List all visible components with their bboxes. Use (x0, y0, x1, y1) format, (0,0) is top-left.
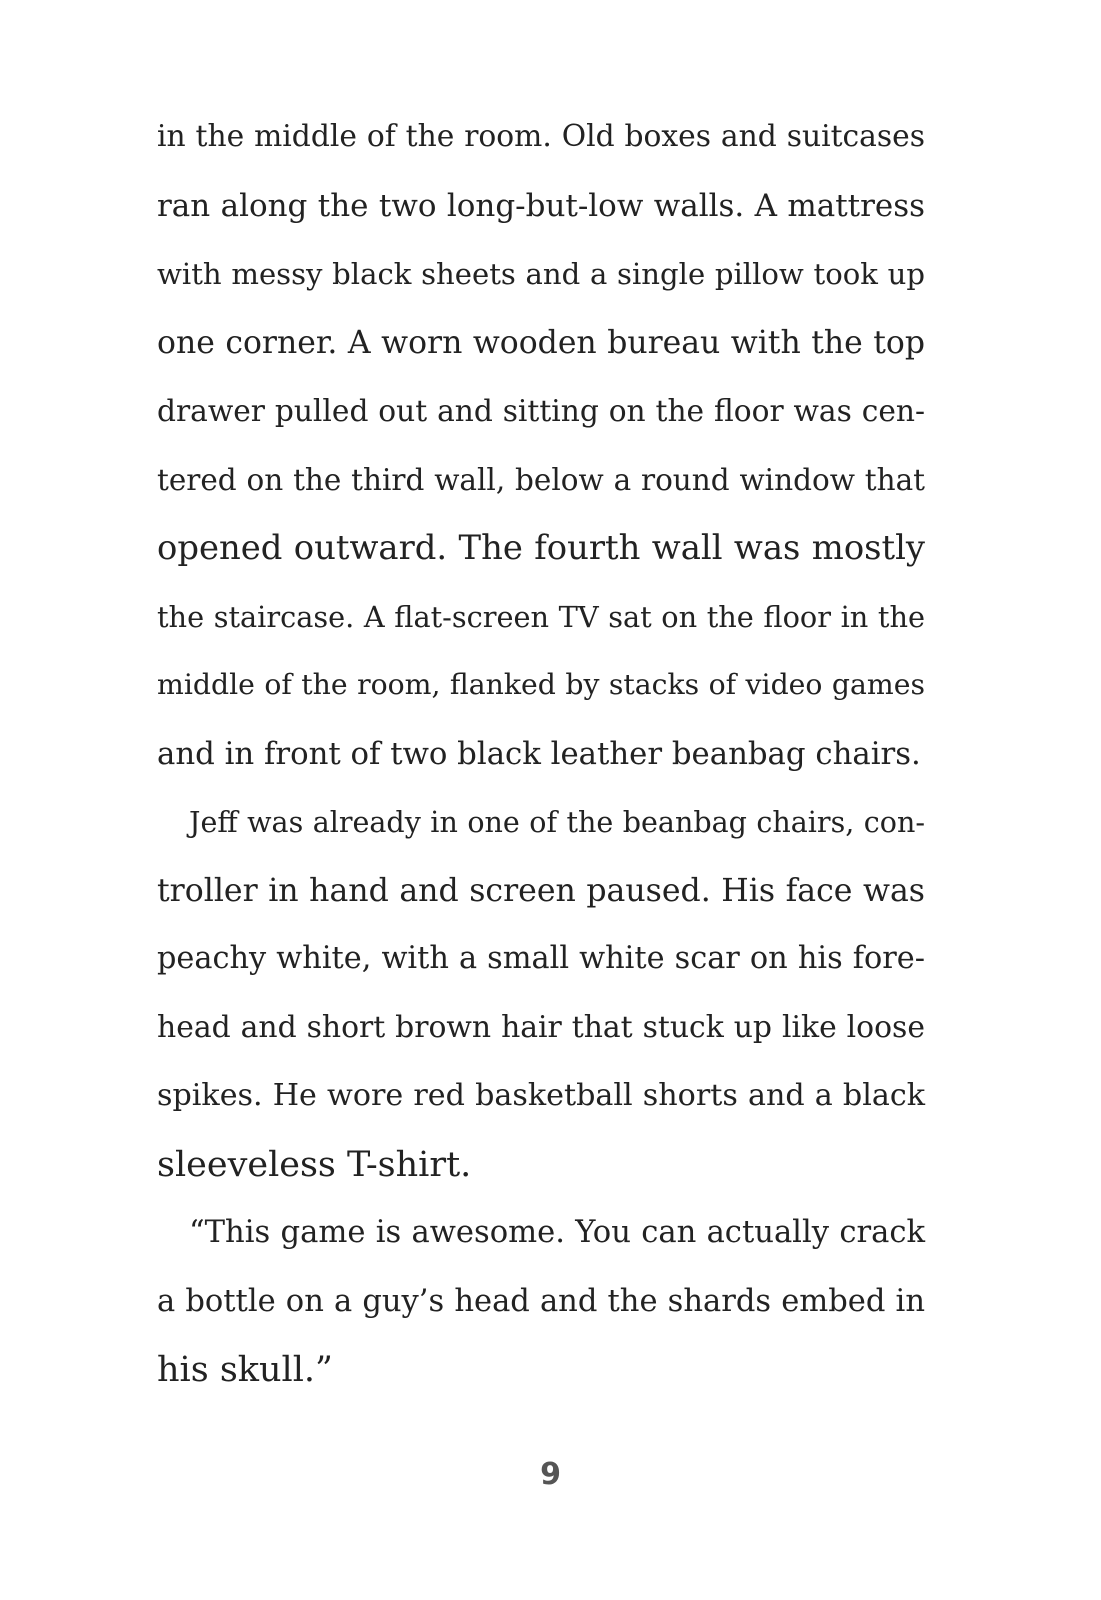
text-line: and in front of two black leather beanbag chairs. (157, 735, 921, 772)
paragraph-1 (157, 103, 925, 788)
text-line: the staircase. A flat-screen TV sat on the floor in the (157, 599, 925, 634)
paragraph-2 (157, 788, 925, 1199)
paragraph-3 (157, 1199, 925, 1405)
text-line: drawer pulled out and sitting on the floor was cen- (157, 393, 925, 428)
text-line: spikes. He wore red basketball shorts and a black (157, 1078, 925, 1113)
text-line: a bottle on a guy’s head and the shards embed in (157, 1283, 925, 1319)
page-number: 9 (540, 1457, 561, 1492)
text-line: sleeveless T-shirt. (157, 1144, 472, 1185)
text-line: middle of the room, flanked by stacks of video games (157, 668, 925, 701)
text-line: peachy white, with a small white scar on his fore- (157, 941, 925, 976)
text-line: opened outward. The fourth wall was mostly (157, 528, 925, 567)
text-line: one corner. A worn wooden bureau with the top (157, 324, 925, 361)
text-line: Jeff was already in one of the beanbag chairs, con- (189, 805, 925, 839)
text-line: “This game is awesome. You can actually crack (189, 1215, 925, 1250)
text-line: his skull.” (157, 1350, 333, 1390)
text-line: tered on the third wall, below a round window that (157, 462, 925, 497)
text-line: head and short brown hair that stuck up like loose (157, 1009, 925, 1045)
text-line: with messy black sheets and a single pillow took up (157, 257, 925, 291)
text-line: ran along the two long-but-low walls. A mattress (157, 187, 925, 224)
text-line: in the middle of the room. Old boxes and suitcases (157, 119, 925, 154)
text-line: troller in hand and screen paused. His face was (157, 872, 925, 909)
body-text (157, 103, 925, 1405)
